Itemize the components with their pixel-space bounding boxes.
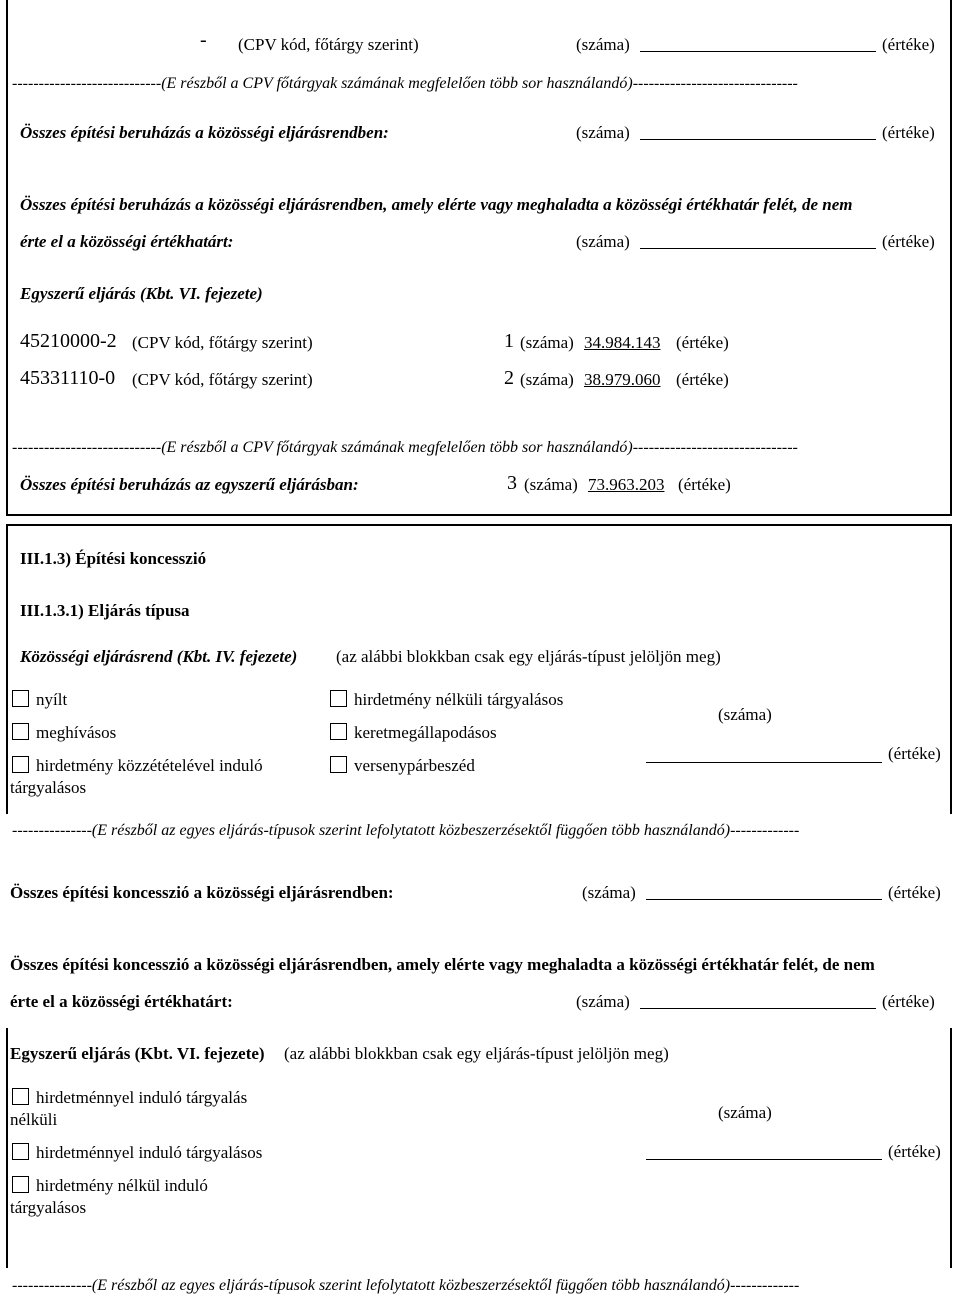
frame-bottom-top: [6, 514, 952, 516]
conc-total-szama: (száma): [582, 883, 636, 902]
conc-simple-note: (az alábbi blokkban csak egy eljárás-típust jelöljön meg): [284, 1044, 669, 1063]
simple-total-count: 3: [507, 472, 517, 494]
top-value-blank[interactable]: [640, 51, 876, 52]
checkbox-nyilt[interactable]: [12, 690, 29, 707]
conc-simple-erteke: (értéke): [888, 1142, 941, 1161]
checkbox-hirdetmeny-kozzetetelevel[interactable]: [12, 756, 29, 773]
frame-right-section: [950, 524, 952, 814]
simple-row2-count: 2: [504, 367, 514, 389]
community-half-szama: (száma): [576, 232, 630, 251]
community-total-erteke: (értéke): [882, 123, 935, 142]
top-erteke: (értéke): [882, 35, 935, 54]
community-proc-blank[interactable]: [646, 762, 882, 763]
frame-left-section: [6, 524, 8, 814]
simple-row1-szama: (száma): [520, 333, 574, 352]
community-total-blank[interactable]: [640, 139, 876, 140]
simple-option-1-wrap: nélküli: [10, 1110, 58, 1129]
top-separator: ----------------------------(E részből a CPV főtárgyak számának megfelelően több sor használandó)-------------------------------: [12, 75, 798, 92]
conc-half-line1: Összes építési koncesszió a közösségi eljárásrendben, amely elérte vagy meghaladta a közösségi értékhatár felét, de nem: [10, 955, 875, 974]
simple-row2-erteke: (értéke): [676, 370, 729, 389]
conc-half-line2: érte el a közösségi értékhatárt:: [10, 992, 233, 1011]
conc-total-erteke: (értéke): [888, 883, 941, 902]
simple-row2-szama: (száma): [520, 370, 574, 389]
section-title: III.1.3) Építési koncesszió: [20, 549, 207, 568]
simple-row1-value: 34.984.143: [584, 333, 661, 352]
community-proc-heading: Közösségi eljárásrend (Kbt. IV. fejezete): [20, 647, 298, 666]
checkbox-versenyparbeszed[interactable]: [330, 756, 347, 773]
conc-half-blank[interactable]: [640, 1008, 876, 1009]
community-proc-szama: (száma): [718, 705, 772, 724]
community-total-szama: (száma): [576, 123, 630, 142]
option-keretmegallapodasos: keretmegállapodásos: [354, 723, 497, 742]
conc-half-erteke: (értéke): [882, 992, 935, 1011]
simple-separator: ----------------------------(E részből a CPV főtárgyak számának megfelelően több sor használandó)-------------------------------: [12, 439, 798, 456]
top-cpv-label: (CPV kód, főtárgy szerint): [238, 35, 419, 54]
simple-total-szama: (száma): [524, 475, 578, 494]
community-half-blank[interactable]: [640, 248, 876, 249]
frame-top-section: [6, 524, 952, 526]
simple-heading: Egyszerű eljárás (Kbt. VI. fejezete): [20, 284, 263, 303]
top-dash: -: [200, 29, 207, 51]
checkbox-keretmegallapodasos[interactable]: [330, 723, 347, 740]
option-hirdetmeny-kozzetetelevel-wrap: tárgyalásos: [10, 778, 87, 797]
simple-total-value: 73.963.203: [588, 475, 665, 494]
simple-row1-cpv: (CPV kód, főtárgy szerint): [132, 333, 313, 352]
conc-half-szama: (száma): [576, 992, 630, 1011]
checkbox-hirdetmeny-nelkul-indulo[interactable]: [12, 1176, 29, 1193]
frame-right-top: [950, 0, 952, 515]
frame-right-bottom: [950, 1028, 952, 1268]
top-szama: (száma): [576, 35, 630, 54]
community-total-label: Összes építési beruházás a közösségi eljárásrendben:: [20, 123, 389, 142]
option-nyilt: nyílt: [36, 690, 68, 709]
frame-left-bottom: [6, 1028, 8, 1268]
simple-total-erteke: (értéke): [678, 475, 731, 494]
checkbox-hirdetmennyel-indulo-targyalasos[interactable]: [12, 1143, 29, 1160]
community-proc-erteke: (értéke): [888, 744, 941, 763]
community-proc-note: (az alábbi blokkban csak egy eljárás-típust jelöljön meg): [336, 647, 721, 666]
conc-simple-szama: (száma): [718, 1103, 772, 1122]
simple-row1-erteke: (értéke): [676, 333, 729, 352]
option-meghivasos: meghívásos: [36, 723, 117, 742]
checkbox-hirdetmeny-nelkuli[interactable]: [330, 690, 347, 707]
community-half-erteke: (értéke): [882, 232, 935, 251]
frame-left-top: [6, 0, 8, 515]
simple-option-2: hirdetménnyel induló tárgyalásos: [36, 1143, 263, 1162]
option-versenyparbeszed: versenypárbeszéd: [354, 756, 475, 775]
option-hirdetmeny-nelkuli: hirdetmény nélküli tárgyalásos: [354, 690, 564, 709]
simple-row2-value: 38.979.060: [584, 370, 661, 389]
simple-option-1: hirdetménnyel induló tárgyalás: [36, 1088, 248, 1107]
simple-row1-code: 45210000-2: [20, 330, 117, 352]
checkbox-hirdetmennyel-indulo-targyalas-nelkuli[interactable]: [12, 1088, 29, 1105]
section-separator-2: ---------------(E részből az egyes eljárás-típusok szerint lefolytatott közbeszerzésektől függően több használandó)-------------: [12, 1277, 800, 1294]
simple-row2-cpv: (CPV kód, főtárgy szerint): [132, 370, 313, 389]
simple-total-label: Összes építési beruházás az egyszerű eljárásban:: [20, 475, 359, 494]
simple-row2-code: 45331110-0: [20, 367, 116, 389]
option-hirdetmeny-kozzetetelevel: hirdetmény közzétételével induló: [36, 756, 263, 775]
section-subtitle: III.1.3.1) Eljárás típusa: [20, 601, 190, 620]
community-half-line2: érte el a közösségi értékhatárt:: [20, 232, 234, 251]
conc-simple-heading: Egyszerű eljárás (Kbt. VI. fejezete): [10, 1044, 265, 1063]
community-half-line1: Összes építési beruházás a közösségi eljárásrendben, amely elérte vagy meghaladta a közösségi értékhatár felét, de nem: [20, 195, 853, 214]
simple-row1-count: 1: [504, 330, 514, 352]
simple-option-3-wrap: tárgyalásos: [10, 1198, 87, 1217]
section-separator: ---------------(E részből az egyes eljárás-típusok szerint lefolytatott közbeszerzésektől függően több használandó)-------------: [12, 822, 800, 839]
conc-total-blank[interactable]: [646, 899, 882, 900]
conc-total-label: Összes építési koncesszió a közösségi eljárásrendben:: [10, 883, 394, 902]
checkbox-meghivasos[interactable]: [12, 723, 29, 740]
conc-simple-blank[interactable]: [646, 1159, 882, 1160]
simple-option-3: hirdetmény nélkül induló: [36, 1176, 208, 1195]
